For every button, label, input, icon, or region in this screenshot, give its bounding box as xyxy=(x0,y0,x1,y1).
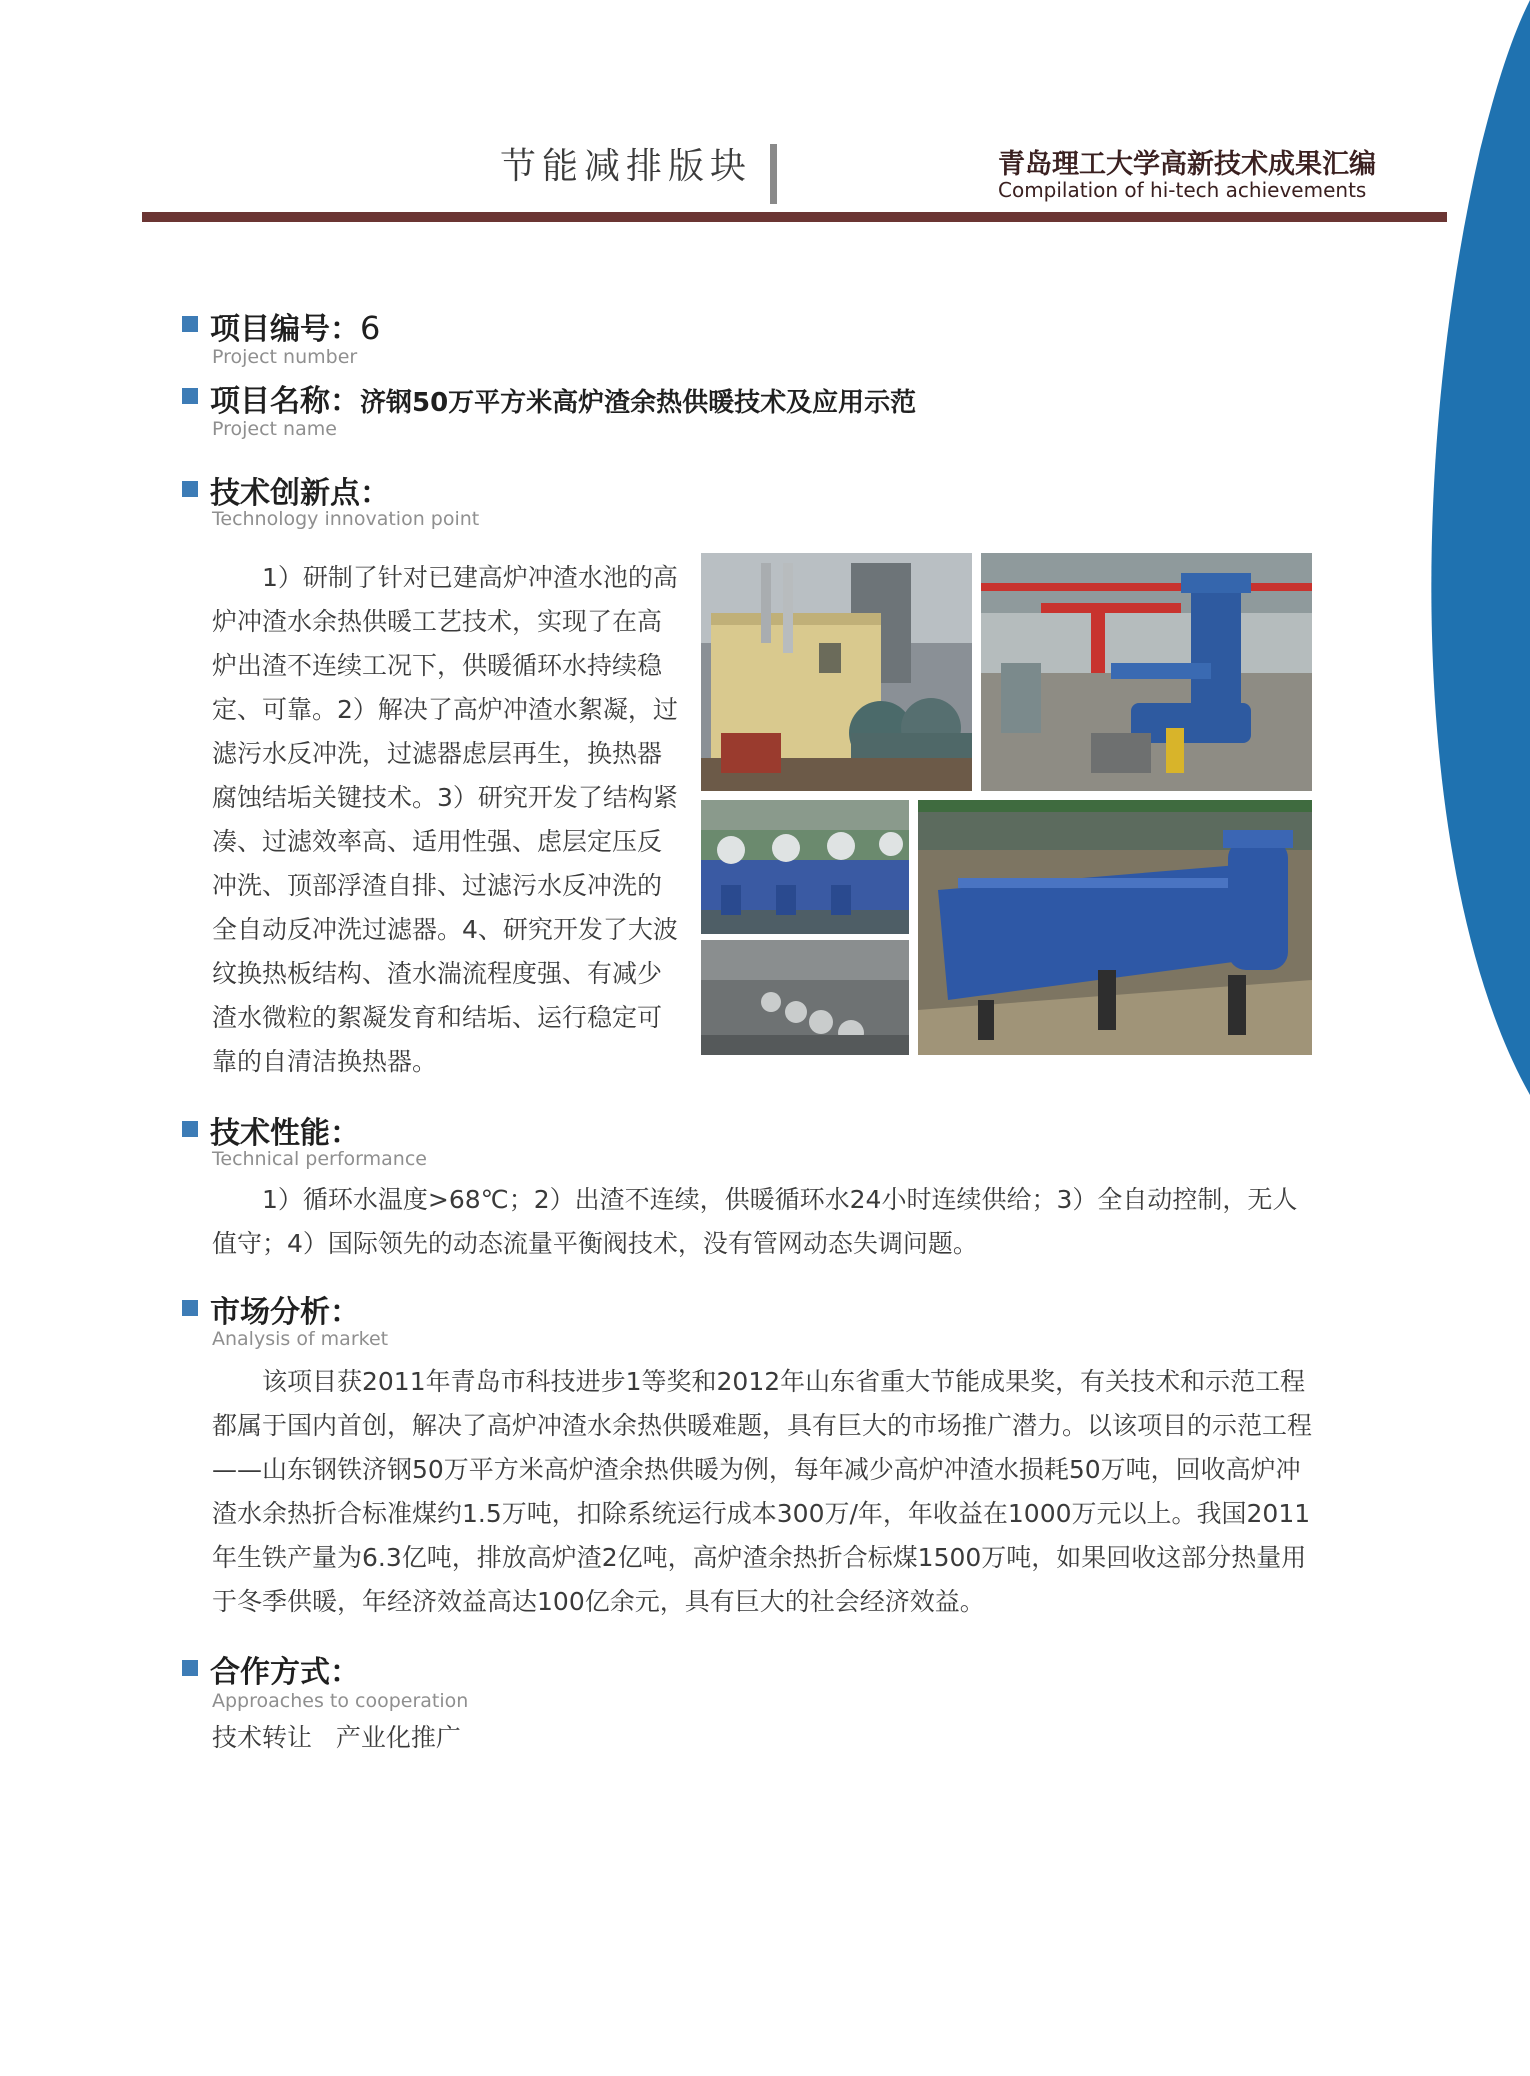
project-number-label-en: Project number xyxy=(212,346,358,368)
project-name-value: 济钢50万平方米高炉渣余热供暖技术及应用示范 xyxy=(360,388,917,418)
project-name-heading xyxy=(210,376,916,420)
bullet-square xyxy=(182,388,198,404)
header-divider xyxy=(770,144,777,204)
section-title: 节能减排版块 xyxy=(500,146,753,187)
innovation-heading: 技术创新点： xyxy=(210,476,390,511)
photo-foggy-valves xyxy=(701,940,909,1055)
performance-heading: 技术性能： xyxy=(210,1116,360,1151)
bullet-square xyxy=(182,1660,198,1676)
performance-text: 1）循环水温度>68℃；2）出渣不连续，供暖循环水24小时连续供给；3）全自动控制，无人值守；4）国际领先的动态流量平衡阀技术，没有管网动态失调问题。 xyxy=(212,1185,1298,1258)
photo-filter-building xyxy=(701,553,972,791)
bullet-square xyxy=(182,1300,198,1316)
cooperation-text: 技术转让 产业化推广 xyxy=(212,1723,461,1752)
decorative-blue-arc xyxy=(1410,0,1530,1100)
header-rule xyxy=(142,212,1447,222)
project-name-label: 项目名称： xyxy=(210,384,360,419)
project-number-heading xyxy=(210,304,380,348)
photo-pump-room xyxy=(981,553,1312,791)
bullet-square xyxy=(182,481,198,497)
project-name-label-en: Project name xyxy=(212,418,337,440)
market-label-en: Analysis of market xyxy=(212,1328,389,1350)
bullet-square xyxy=(182,316,198,332)
cooperation-heading: 合作方式： xyxy=(210,1655,360,1690)
publication-title-cn: 青岛理工大学高新技术成果汇编 xyxy=(998,149,1376,180)
innovation-text: 1）研制了针对已建高炉冲渣水池的高炉冲渣水余热供暖工艺技术，实现了在高炉出渣不连续工况下，供暖循环水持续稳定、可靠。2）解决了高炉冲渣水絮凝，过滤污水反冲洗，过滤器虑层再生，换热器腐蚀结垢关键技术。3）研究开发了结构紧凑、过滤效率高、适用性强、虑层定压反冲洗、顶部浮渣自排、过滤污水反冲洗的全自动反冲洗过滤器。4、研究开发了大波纹换热板结构、渣水湍流程度强、有减少渣水微粒的絮凝发育和结垢、运行稳定可靠的自清洁换热器。 xyxy=(212,563,678,1076)
photo-blue-exchanger xyxy=(918,800,1312,1055)
photo-blue-valves xyxy=(701,800,909,934)
bullet-square xyxy=(182,1121,198,1137)
cooperation-label-en: Approaches to cooperation xyxy=(212,1690,469,1712)
market-heading: 市场分析： xyxy=(210,1295,360,1330)
innovation-label-en: Technology innovation point xyxy=(212,508,480,530)
performance-label-en: Technical performance xyxy=(212,1148,427,1170)
publication-title-en: Compilation of hi-tech achievements xyxy=(998,178,1367,202)
project-number-value: 6 xyxy=(360,309,381,347)
project-number-label: 项目编号： xyxy=(210,312,360,347)
market-text: 该项目获2011年青岛市科技进步1等奖和2012年山东省重大节能成果奖，有关技术和示范工程都属于国内首创，解决了高炉冲渣水余热供暖难题，具有巨大的市场推广潜力。以该项目的示范工程——山东钢铁济钢50万平方米高炉渣余热供暖为例，每年减少高炉冲渣水损耗50万吨，回收高炉冲渣水余热折合标准煤约1.5万吨，扣除系统运行成本300万/年，年收益在1000万元以上。我国2011年生铁产量为6.3亿吨，排放高炉渣2亿吨，高炉渣余热折合标煤1500万吨，如果回收这部分热量用于冬季供暖，年经济效益高达100亿余元，具有巨大的社会经济效益。 xyxy=(212,1367,1313,1616)
